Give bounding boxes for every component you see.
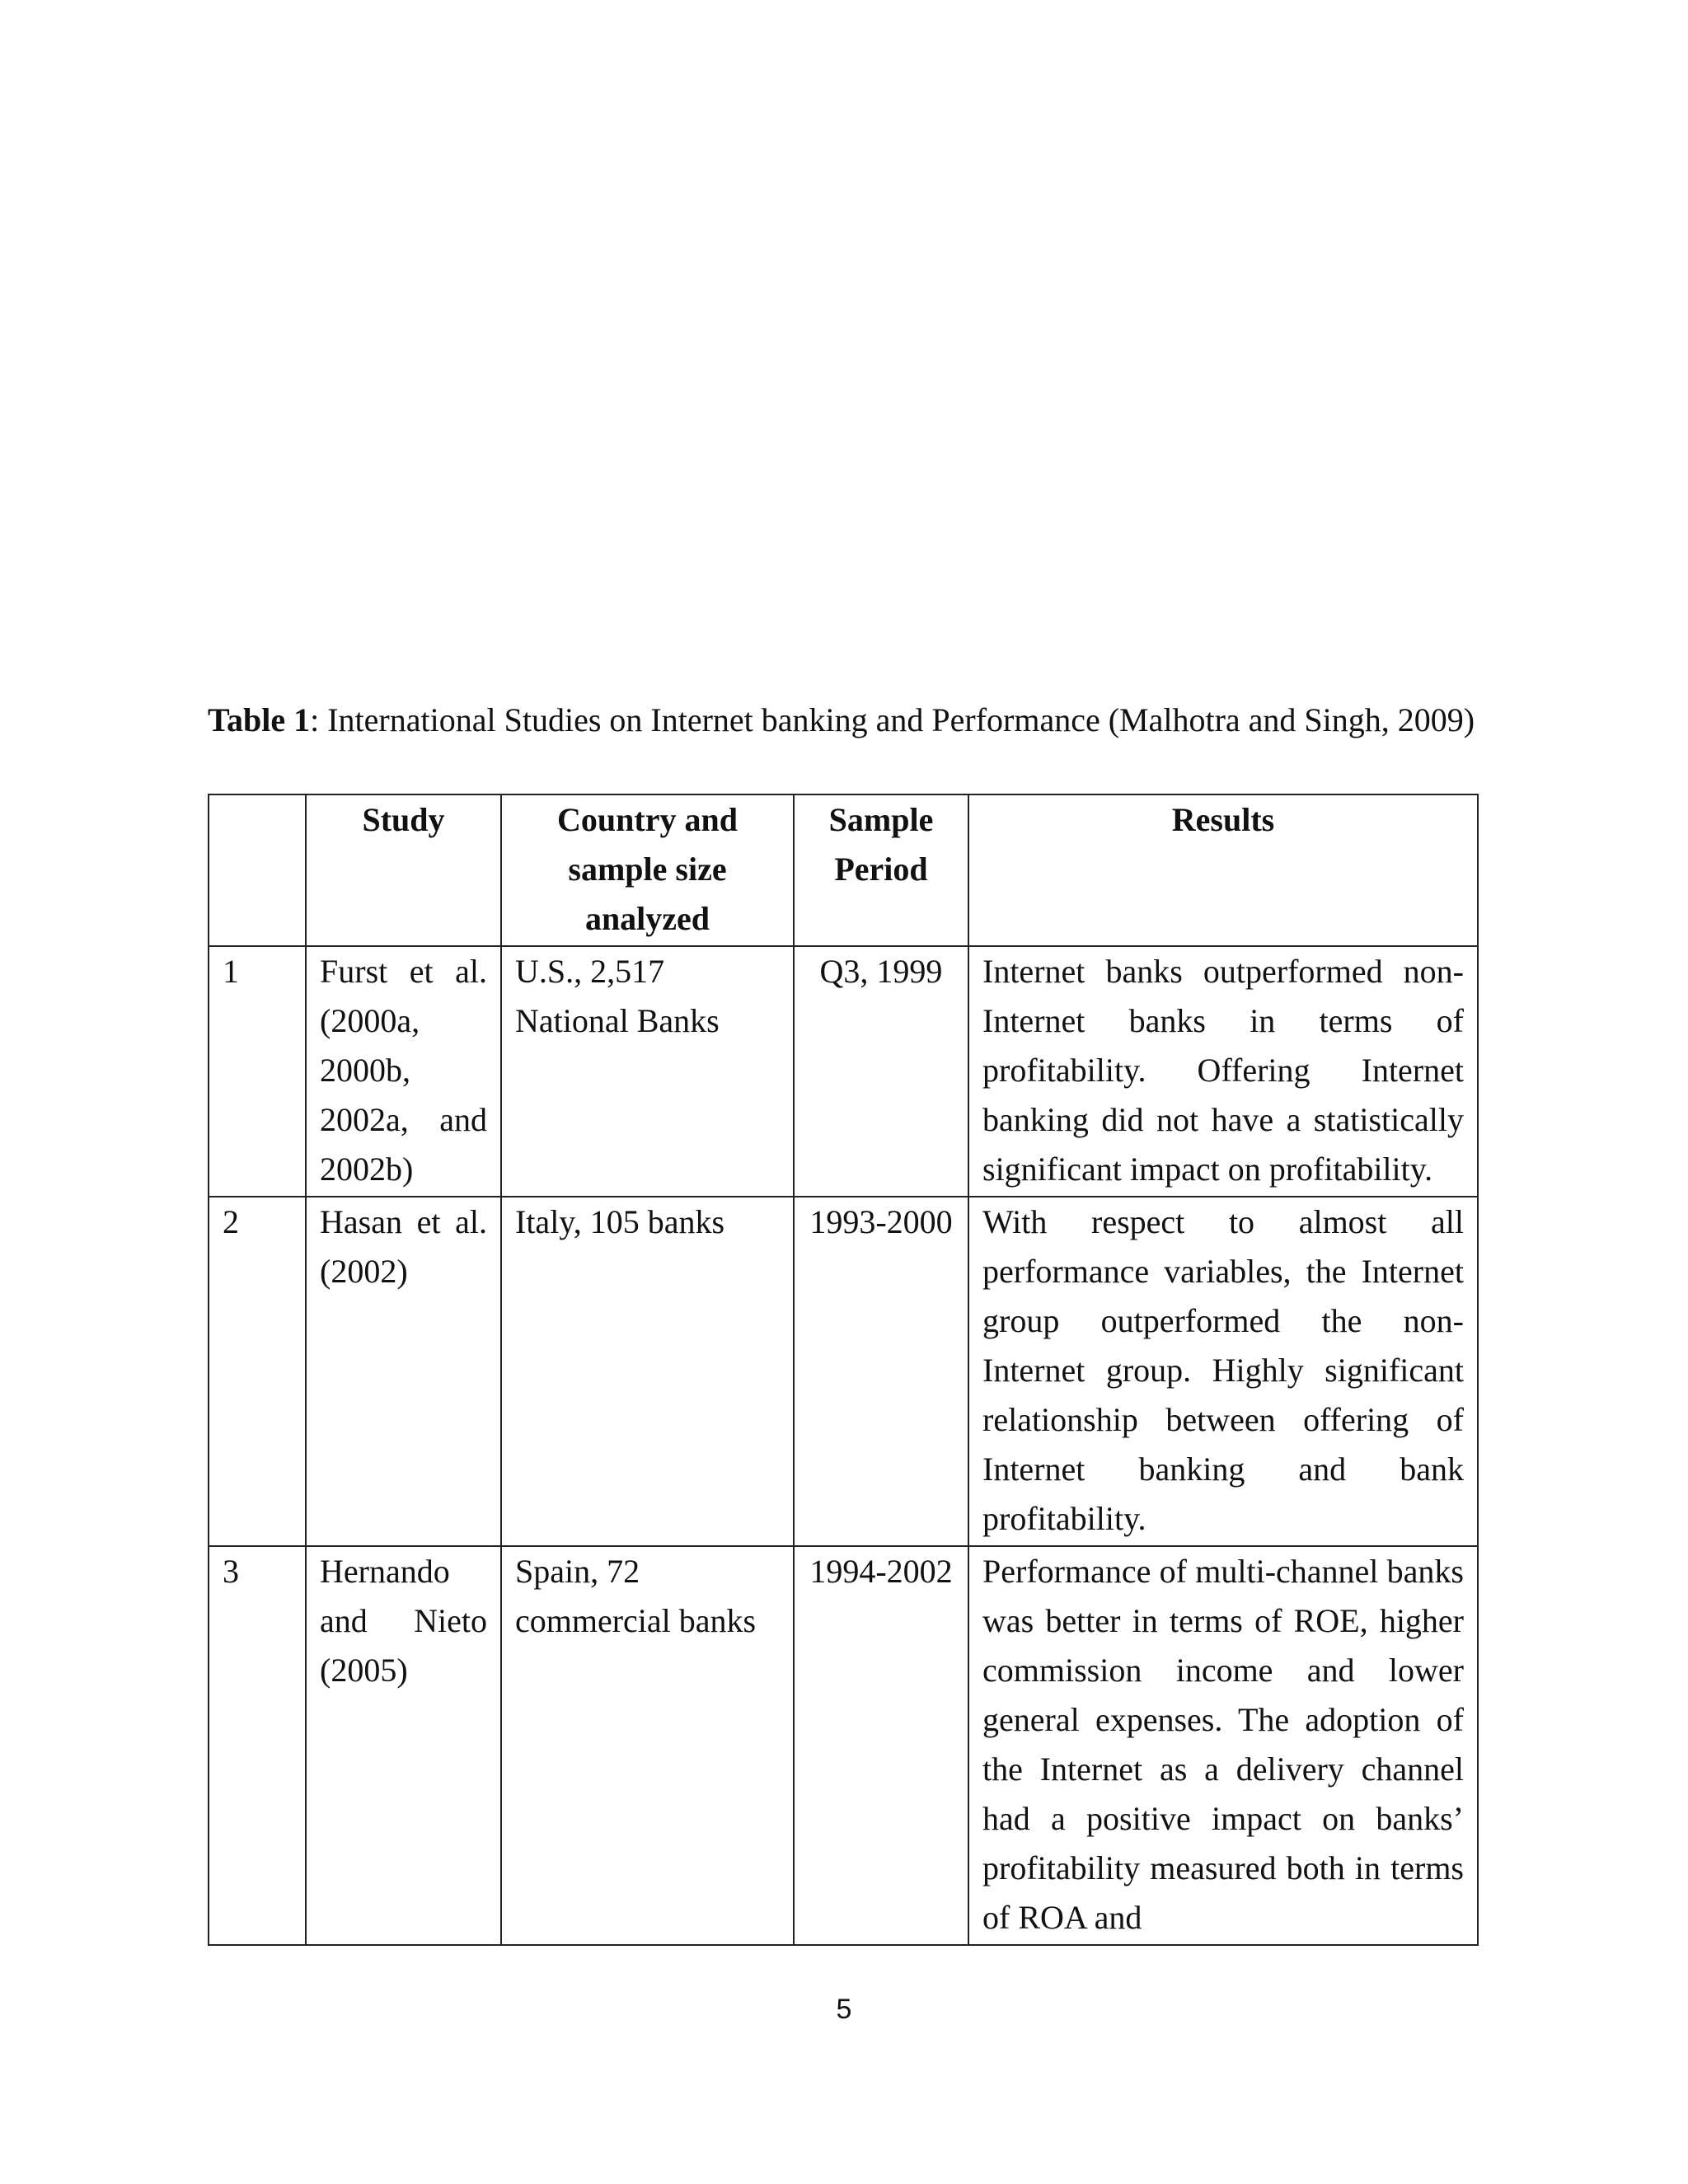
header-number bbox=[209, 794, 306, 946]
row-number: 1 bbox=[209, 946, 306, 1197]
row-study: Hernando and Nieto (2005) bbox=[306, 1546, 501, 1945]
row-study: Furst et al. (2000a, 2000b, 2002a, and 2002b) bbox=[306, 946, 501, 1197]
row-results: With respect to almost all performance variables, the Internet group outperformed the non-Internet group. Highly significant relationship between offering of Internet banking and bank profitability. bbox=[968, 1197, 1478, 1546]
row-country: Italy, 105 banks bbox=[501, 1197, 794, 1546]
row-results: Internet banks outperformed non-Internet banks in terms of profitability. Offering Internet banking did not have a statistically significant impact on profitability. bbox=[968, 946, 1478, 1197]
row-country: U.S., 2,517 National Banks bbox=[501, 946, 794, 1197]
row-results: Performance of multi-channel banks was better in terms of ROE, higher commission income and lower general expenses. The adoption of the Internet as a delivery channel had a positive impact on banks’ profitability measured both in terms of ROA and bbox=[968, 1546, 1478, 1945]
header-study: Study bbox=[306, 794, 501, 946]
row-period: 1994-2002 bbox=[794, 1546, 968, 1945]
row-period: 1993-2000 bbox=[794, 1197, 968, 1546]
page-number: 5 bbox=[836, 1994, 852, 2025]
row-country: Spain, 72 commercial banks bbox=[501, 1546, 794, 1945]
header-country: Country and sample size analyzed bbox=[501, 794, 794, 946]
table-caption-text: : International Studies on Internet banking and Performance (Malhotra and Singh, 2009) bbox=[310, 701, 1475, 738]
row-study: Hasan et al. (2002) bbox=[306, 1197, 501, 1546]
table-caption-label: Table 1 bbox=[208, 701, 311, 738]
table-row bbox=[209, 946, 1478, 1197]
row-period: Q3, 1999 bbox=[794, 946, 968, 1197]
header-sample-period: Sample Period bbox=[794, 794, 968, 946]
studies-table bbox=[208, 794, 1479, 1946]
table-row bbox=[209, 1197, 1478, 1546]
header-results: Results bbox=[968, 794, 1478, 946]
row-number: 3 bbox=[209, 1546, 306, 1945]
table-caption bbox=[208, 699, 1475, 742]
table-header-row bbox=[209, 794, 1478, 946]
row-number: 2 bbox=[209, 1197, 306, 1546]
table-row bbox=[209, 1546, 1478, 1945]
